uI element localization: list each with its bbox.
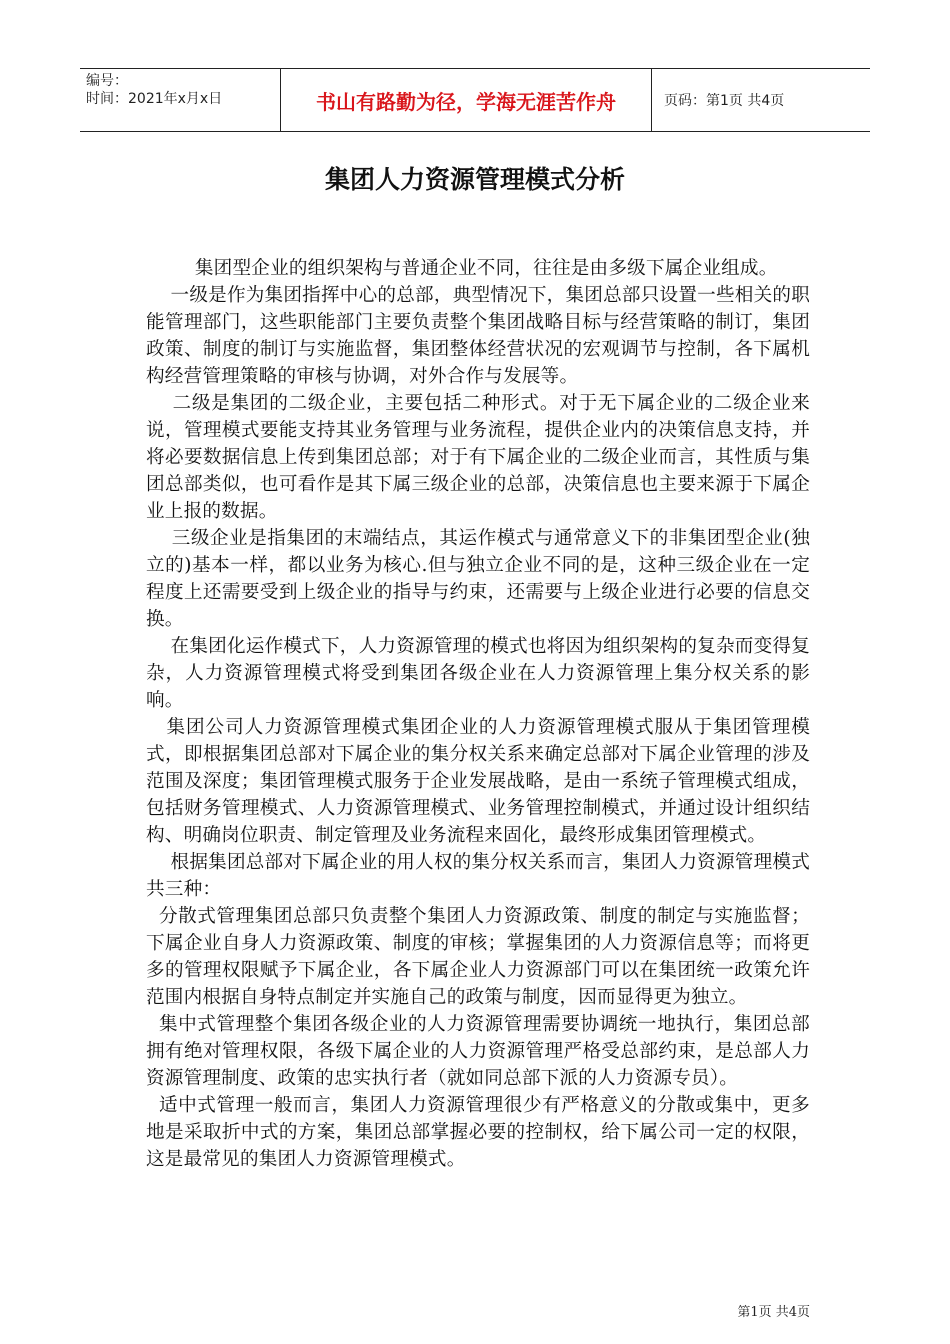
- paragraph-9: 集中式管理整个集团各级企业的人力资源管理需要协调统一地执行，集团总部拥有绝对管理权限，各级下属企业的人力资源管理严格受总部约束，是总部人力资源管理制度、政策的忠实执行者（就如同总部下派的人力资源专员）。: [146, 1014, 810, 1089]
- paragraph-1: 集团型企业的组织架构与普通企业不同，往往是由多级下属企业组成。: [146, 258, 778, 279]
- paragraph-3: 二级是集团的二级企业，主要包括二种形式。对于无下属企业的二级企业来说，管理模式要能支持其业务管理与业务流程，提供企业内的决策信息支持，并将必要数据信息上传到集团总部；对于有下属企业的二级企业而言，其性质与集团总部类似，也可看作是其下属三级企业的总部，决策信息也主要来源于下属企业上报的数据。: [146, 393, 810, 522]
- paragraph-4: 三级企业是指集团的末端结点，其运作模式与通常意义下的非集团型企业(独立的)基本一样，都以业务为核心.但与独立企业不同的是，这种三级企业在一定程度上还需要受到上级企业的指导与约束，还需要与上级企业进行必要的信息交换。: [146, 528, 810, 630]
- header-page-code: 页码：第1页 共4页: [664, 93, 785, 109]
- document-body: [146, 255, 810, 1173]
- paragraph-8: 分散式管理集团总部只负责整个集团人力资源政策、制度的制定与实施监督；下属企业自身人力资源政策、制度的审核；掌握集团的人力资源信息等；而将更多的管理权限赋予下属企业，各下属企业人力资源部门可以在集团统一政策允许范围内根据自身特点制定并实施自己的政策与制度，因而显得更为独立。: [146, 906, 810, 1008]
- number-label: 编号：: [86, 73, 128, 89]
- paragraph-6: 集团公司人力资源管理模式集团企业的人力资源管理模式服从于集团管理模式，即根据集团总部对下属企业的集分权关系来确定总部对下属企业管理的涉及范围及深度；集团管理模式服务于企业发展战略，是由一系统子管理模式组成，包括财务管理模式、人力资源管理模式、业务管理控制模式，并通过设计组织结构、明确岗位职责、制定管理及业务流程来固化，最终形成集团管理模式。: [146, 717, 810, 846]
- document-header: [80, 68, 870, 132]
- time-label: 时间：2021年x月x日: [86, 91, 223, 107]
- paragraph-7: 根据集团总部对下属企业的用人权的集分权关系而言，集团人力资源管理模式共三种：: [146, 852, 810, 900]
- header-motto: 书山有路勤为径，学海无涯苦作舟: [280, 69, 652, 131]
- document-title: 集团人力资源管理模式分析: [324, 165, 625, 194]
- paragraph-10: 适中式管理一般而言，集团人力资源管理很少有严格意义的分散或集中，更多地是采取折中式的方案，集团总部掌握必要的控制权，给下属公司一定的权限，这是最常见的集团人力资源管理模式。: [146, 1095, 810, 1170]
- page-footer: 第1页 共4页: [737, 1305, 810, 1320]
- paragraph-2: 一级是作为集团指挥中心的总部，典型情况下，集团总部只设置一些相关的职能管理部门，这些职能部门主要负责整个集团战略目标与经营策略的制订，集团政策、制度的制订与实施监督，集团整体经营状况的宏观调节与控制，各下属机构经营管理策略的审核与协调，对外合作与发展等。: [146, 285, 810, 387]
- header-meta: [80, 69, 280, 131]
- paragraph-5: 在集团化运作模式下，人力资源管理的模式也将因为组织架构的复杂而变得复杂，人力资源管理模式将受到集团各级企业在人力资源管理上集分权关系的影响。: [146, 636, 810, 711]
